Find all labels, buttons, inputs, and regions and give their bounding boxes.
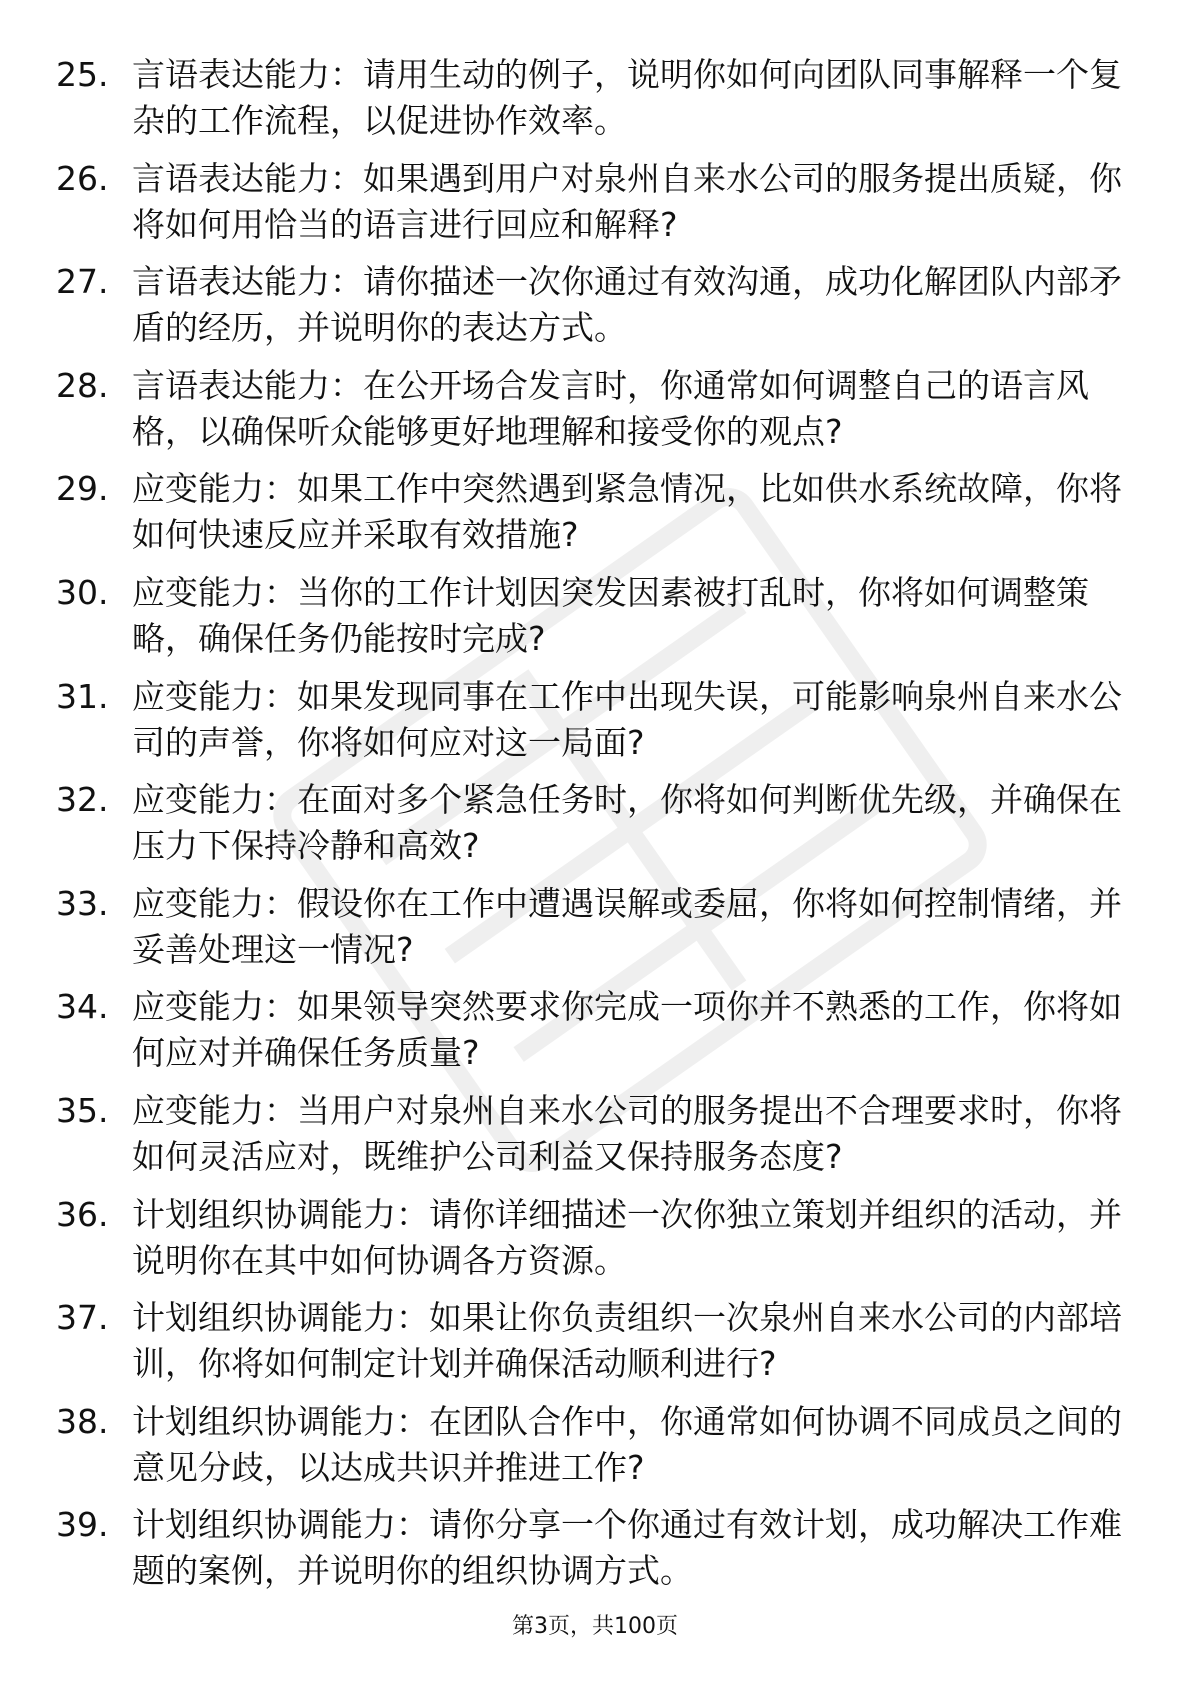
question-number: 39. — [56, 1505, 109, 1545]
question-text: 应变能力：如果领导突然要求你完成一项你并不熟悉的工作，你将如何应对并确保任务质量? — [132, 987, 1122, 1073]
question-text: 言语表达能力：请你描述一次你通过有效沟通，成功化解团队内部矛盾的经历，并说明你的表达方式。 — [132, 262, 1122, 348]
question-text: 应变能力：如果发现同事在工作中出现失误，可能影响泉州自来水公司的声誉，你将如何应对这一局面? — [132, 676, 1122, 762]
question-text: 应变能力：当你的工作计划因突发因素被打乱时，你将如何调整策略，确保任务仍能按时完成? — [132, 572, 1089, 658]
question-number: 29. — [56, 469, 109, 509]
question-item — [56, 363, 1136, 467]
question-item — [56, 1399, 1136, 1503]
question-number: 35. — [56, 1090, 109, 1130]
question-text: 计划组织协调能力：在团队合作中，你通常如何协调不同成员之间的意见分歧，以达成共识并推进工作? — [132, 1401, 1122, 1487]
question-item — [56, 570, 1136, 674]
question-text: 计划组织协调能力：请你详细描述一次你独立策划并组织的活动，并说明你在其中如何协调各方资源。 — [132, 1194, 1122, 1280]
question-list — [56, 52, 1136, 1606]
question-number: 33. — [56, 883, 109, 923]
question-number: 28. — [56, 365, 109, 405]
question-item — [56, 466, 1136, 570]
question-item — [56, 52, 1136, 156]
question-number: 34. — [56, 987, 109, 1027]
question-number: 31. — [56, 676, 109, 716]
question-text: 应变能力：假设你在工作中遭遇误解或委屈，你将如何控制情绪，并妥善处理这一情况? — [132, 883, 1122, 969]
question-number: 38. — [56, 1401, 109, 1441]
question-number: 32. — [56, 780, 109, 820]
question-item — [56, 881, 1136, 985]
question-number: 30. — [56, 572, 109, 612]
question-item — [56, 984, 1136, 1088]
question-text: 言语表达能力：请用生动的例子，说明你如何向团队同事解释一个复杂的工作流程，以促进协作效率。 — [132, 55, 1122, 140]
question-text: 应变能力：如果工作中突然遇到紧急情况，比如供水系统故障，你将如何快速反应并采取有效措施? — [132, 469, 1122, 555]
question-text: 言语表达能力：在公开场合发言时，你通常如何调整自己的语言风格，以确保听众能够更好地理解和接受你的观点? — [132, 365, 1089, 451]
question-number: 36. — [56, 1194, 109, 1234]
question-item — [56, 1295, 1136, 1399]
question-item — [56, 674, 1136, 778]
question-item — [56, 156, 1136, 260]
question-text: 计划组织协调能力：请你分享一个你通过有效计划，成功解决工作难题的案例，并说明你的组织协调方式。 — [132, 1505, 1122, 1591]
question-item — [56, 1088, 1136, 1192]
question-item — [56, 1192, 1136, 1296]
question-text: 应变能力：当用户对泉州自来水公司的服务提出不合理要求时，你将如何灵活应对，既维护公司利益又保持服务态度? — [132, 1090, 1122, 1176]
question-number: 27. — [56, 262, 109, 302]
question-number: 25. — [56, 55, 109, 94]
question-item — [56, 259, 1136, 363]
question-number: 26. — [56, 158, 109, 198]
question-text: 应变能力：在面对多个紧急任务时，你将如何判断优先级，并确保在压力下保持冷静和高效? — [132, 780, 1122, 866]
question-item — [56, 777, 1136, 881]
question-number: 37. — [56, 1298, 109, 1338]
page-footer: 第3页，共100页 — [512, 1614, 678, 1639]
question-text: 言语表达能力：如果遇到用户对泉州自来水公司的服务提出质疑，你将如何用恰当的语言进行回应和解释? — [132, 158, 1122, 244]
question-text: 计划组织协调能力：如果让你负责组织一次泉州自来水公司的内部培训，你将如何制定计划并确保活动顺利进行? — [132, 1298, 1122, 1384]
question-item — [56, 1502, 1136, 1606]
